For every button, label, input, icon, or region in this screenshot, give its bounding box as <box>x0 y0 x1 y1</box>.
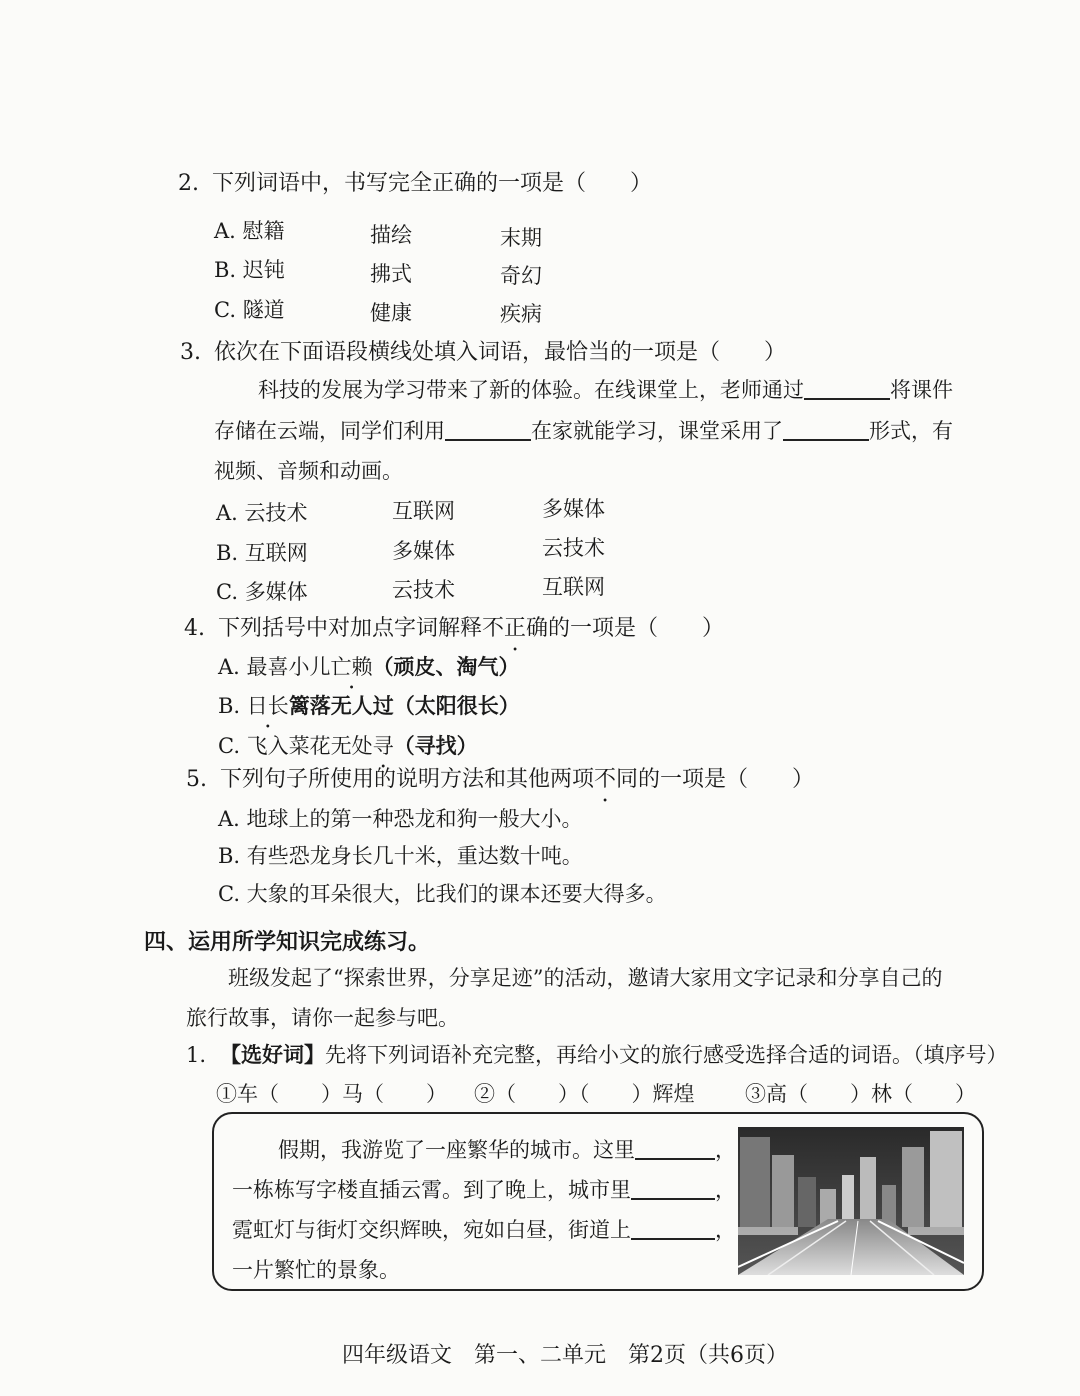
section-4-intro-line2: 旅行故事，请你一起参与吧。 <box>186 1006 459 1030</box>
q3-option-b-word2: 多媒体 <box>392 539 455 563</box>
q5-option-a: A. 地球上的第一种恐龙和狗一般大小。 <box>218 807 583 831</box>
q4-option-b: B. 日长篱落无人过（太阳很长） <box>218 693 520 718</box>
q3-blank-3[interactable] <box>783 418 869 441</box>
q2-option-b-word2: 拂式 <box>370 262 412 286</box>
question-3-stem: 3. 依次在下面语段横线处填入词语，最恰当的一项是（ ） <box>180 340 787 365</box>
city-skyline-illustration <box>738 1127 964 1275</box>
question-4-stem: 4. 下列括号中对加点字词解释不正确的一项是（ ） <box>184 616 725 641</box>
q2-option-a-word2: 描绘 <box>370 223 412 247</box>
q2-option-a-word3: 末期 <box>500 226 542 250</box>
q2-option-c-word3: 疾病 <box>500 302 542 326</box>
q2-option-b-word3: 奇幻 <box>500 264 542 288</box>
q3-blank-1[interactable] <box>804 377 890 400</box>
section-4-title: 四、运用所学知识完成练习。 <box>144 929 431 955</box>
q1-item-2: ②（ ）（ ）辉煌 <box>474 1082 695 1106</box>
q3-passage-line2: 存储在云端，同学们利用 在家就能学习，课堂采用了 形式，有 <box>214 419 953 443</box>
dotted-word: 不正确 <box>482 616 549 641</box>
city-night-photo <box>738 1127 964 1275</box>
dotted-word: 亡赖 <box>330 655 373 679</box>
box-line-4: 一片繁忙的景象。 <box>232 1258 400 1282</box>
q1-item-3: ③高（ ）林（ ） <box>745 1082 976 1106</box>
box-blank-3[interactable] <box>631 1217 715 1240</box>
page-footer: 四年级语文 第一、二单元 第2页（共6页） <box>342 1343 788 1368</box>
q3-option-a: A. 云技术 <box>216 501 308 525</box>
q2-option-a: A. 慰籍 <box>214 219 285 243</box>
q3-passage-line1: 科技的发展为学习带来了新的体验。在线课堂上，老师通过 将课件 <box>258 378 953 402</box>
q3-option-a-word2: 互联网 <box>392 499 455 523</box>
q4-option-c: C. 飞入菜花无处寻（寻找） <box>218 733 478 758</box>
q3-blank-2[interactable] <box>445 418 531 441</box>
q3-option-b: B. 互联网 <box>216 541 308 565</box>
dotted-word: 日长 <box>246 694 289 718</box>
q5-option-b: B. 有些恐龙身长几十米，重达数十吨。 <box>218 844 583 868</box>
section-4-intro-line1: 班级发起了“探索世界，分享足迹”的活动，邀请大家用文字记录和分享自己的 <box>228 966 943 990</box>
q3-option-a-word3: 多媒体 <box>542 497 605 521</box>
q3-option-c: C. 多媒体 <box>216 580 308 604</box>
q2-option-c: C. 隧道 <box>214 298 285 322</box>
q1-item-1: ①车（ ）马（ ） <box>216 1082 447 1106</box>
dotted-word: 不 <box>594 767 617 792</box>
q2-option-b: B. 迟钝 <box>214 258 285 282</box>
q3-passage-line3: 视频、音频和动画。 <box>214 459 403 483</box>
question-1-stem: 1. 【选好词】先将下列词语补充完整，再给小文的旅行感受选择合适的词语。（填序号） <box>186 1042 1008 1067</box>
q5-option-c: C. 大象的耳朵很大，比我们的课本还要大得多。 <box>218 882 667 906</box>
q3-option-c-word3: 互联网 <box>542 575 605 599</box>
question-5-stem: 5. 下列句子所使用的说明方法和其他两项不同的一项是（ ） <box>186 767 815 792</box>
box-line-2: 一栋栋写字楼直插云霄。到了晚上，城市里 ， <box>232 1178 736 1202</box>
question-2-stem: 2. 下列词语中，书写完全正确的一项是（ ） <box>178 171 653 196</box>
box-blank-2[interactable] <box>631 1177 715 1200</box>
q2-option-c-word2: 健康 <box>370 301 412 325</box>
box-blank-1[interactable] <box>635 1137 715 1160</box>
q3-option-c-word2: 云技术 <box>392 578 455 602</box>
dotted-word: 寻 <box>372 734 394 758</box>
box-line-1: 假期，我游览了一座繁华的城市。这里 ， <box>278 1138 736 1162</box>
box-line-3: 霓虹灯与街灯交织辉映，宛如白昼，街道上 ， <box>232 1218 736 1242</box>
q4-option-a: A. 最喜小儿亡赖（顽皮、淘气） <box>218 654 520 679</box>
q3-option-b-word3: 云技术 <box>542 536 605 560</box>
